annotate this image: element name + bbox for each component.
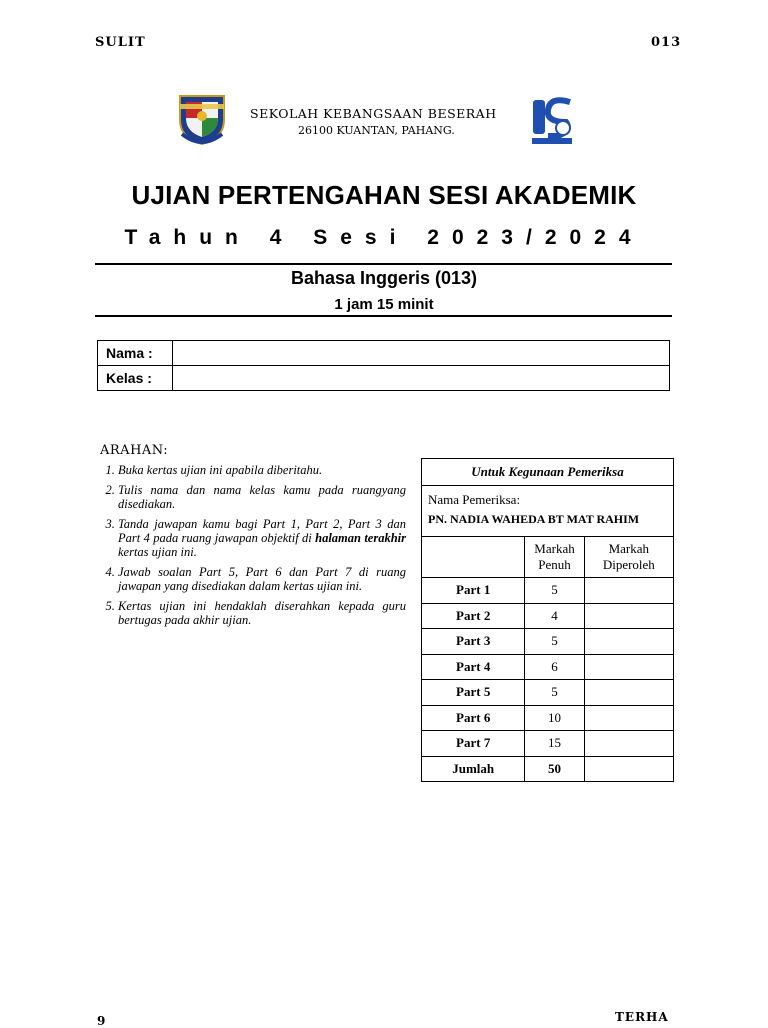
examiner-table [421,458,674,782]
examiner-heading: Untuk Kegunaan Pemeriksa [422,459,674,486]
part-obtained-mark[interactable] [584,705,673,731]
arahan-list [100,463,406,633]
header-code: 013 [651,35,682,50]
divider-top [95,263,672,265]
part-obtained-mark[interactable] [584,629,673,655]
exam-duration: 1 jam 15 minit [334,296,434,313]
part-full-mark: 4 [525,603,584,629]
part-full-mark: 6 [525,654,584,680]
arahan-item-text: Tanda jawapan kamu bagi Part 1, Part 2, Part 3 dan Part 4 pada ruang jawapan objektif di [118,517,406,545]
part-label: Part 5 [422,680,525,706]
part-full-mark: 10 [525,705,584,731]
exam-title: UJIAN PERTENGAHAN SESI AKADEMIK [131,180,637,210]
total-label: Jumlah [422,756,525,782]
total-obtained-mark[interactable] [584,756,673,782]
part-label: Part 4 [422,654,525,680]
arahan-item: 5. Kertas ujian ini hendaklah diserahkan kepada guru bertugas pada akhir ujian. [118,599,406,627]
school-crest-logo [176,92,228,146]
divider-bottom [95,315,672,317]
name-field[interactable] [173,341,670,366]
header-sulit: SULIT [95,35,146,50]
part-label: Part 7 [422,731,525,757]
footer-page-number: 9 [97,1014,107,1028]
part-full-mark: 5 [525,578,584,604]
part-obtained-mark[interactable] [584,603,673,629]
footer-terhad: TERHA [615,1010,669,1024]
exam-subject: Bahasa Inggeris (013) [290,268,478,288]
arahan-item-bold: halaman terakhir [315,531,407,545]
part-label: Part 2 [422,603,525,629]
arahan-item [118,517,406,559]
arahan-item: 4. Jawab soalan Part 5, Part 6 dan Part 7 di ruang jawapan yang disediakan dalam kertas ujian ini. [118,565,406,593]
part-obtained-mark[interactable] [584,578,673,604]
col-markah-penuh: Markah Penuh [525,537,584,578]
exam-year-session: Tahun 4 Sesi 2023/2024 [124,226,644,249]
part-full-mark: 5 [525,629,584,655]
name-label: Nama : [98,341,173,366]
arahan-title: ARAHAN: [100,443,169,458]
arahan-item: 2. Tulis nama dan nama kelas kamu pada ruangyang disediakan. [118,483,406,511]
part-label: Part 6 [422,705,525,731]
total-full-mark: 50 [525,756,584,782]
school-name: SEKOLAH KEBANGSAAN BESERAH [250,106,497,121]
class-field[interactable] [173,366,670,391]
part-full-mark: 5 [525,680,584,706]
part-full-mark: 15 [525,731,584,757]
examiner-name-label: Nama Pemeriksa: [428,492,521,507]
arahan-item: 1. Buka kertas ujian ini apabila diberitahu. [118,463,406,477]
part-label: Part 3 [422,629,525,655]
part-obtained-mark[interactable] [584,654,673,680]
district-logo [530,96,574,146]
part-label: Part 1 [422,578,525,604]
school-address: 26100 KUANTAN, PAHANG. [298,124,455,137]
col-markah-diperoleh: Markah Diperoleh [584,537,673,578]
arahan-item-tail: kertas ujian ini. [118,545,197,559]
part-obtained-mark[interactable] [584,680,673,706]
student-info-table [97,340,670,391]
class-label: Kelas : [98,366,173,391]
header-blank [422,537,525,578]
examiner-name: PN. NADIA WAHEDA BT MAT RAHIM [428,512,640,526]
part-obtained-mark[interactable] [584,731,673,757]
examiner-name-cell [422,486,674,537]
